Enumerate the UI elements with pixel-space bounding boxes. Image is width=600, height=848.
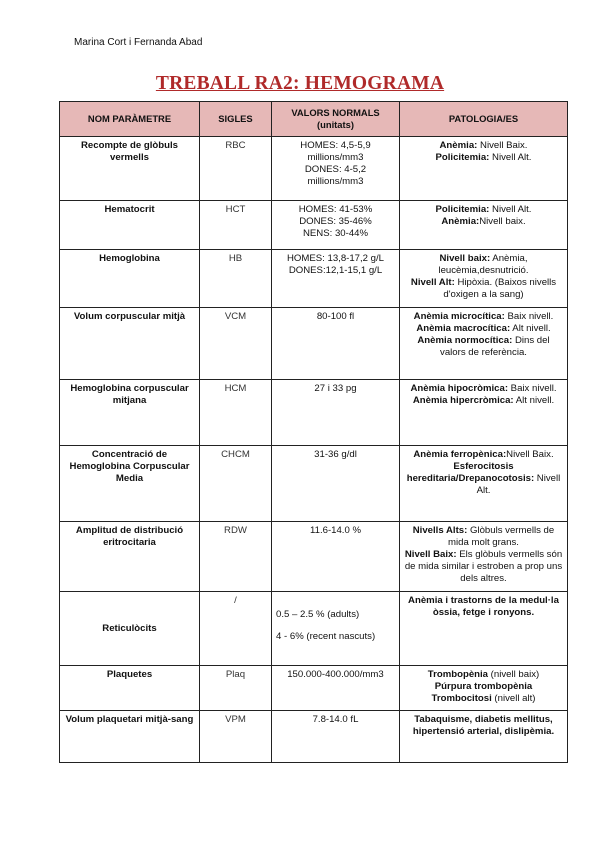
pathology-line	[404, 253, 563, 277]
pathology-term: Anèmia hipocròmica:	[410, 383, 509, 394]
header-nom: NOM PARÀMETRE	[60, 102, 200, 137]
pathology-term: Tabaquisme, diabetis mellitus, hipertensió arterial, dislipèmia.	[412, 714, 555, 737]
pathology-line	[404, 461, 563, 497]
pathology-line	[404, 669, 563, 681]
value-line: 4 - 6% (recent nascuts)	[276, 631, 376, 642]
parameter-pathology	[400, 308, 568, 380]
parameter-name: Amplitud de distribució eritrocitaria	[60, 522, 200, 592]
pathology-detail: (nivell baix)	[488, 669, 540, 680]
table-row	[60, 522, 568, 592]
parameter-values	[272, 201, 400, 250]
parameter-pathology	[400, 711, 568, 763]
pathology-line	[404, 311, 563, 323]
parameter-pathology	[400, 592, 568, 666]
parameter-values	[272, 446, 400, 522]
pathology-detail: Alt nivell.	[510, 323, 551, 334]
parameter-pathology	[400, 522, 568, 592]
value-line: 11.6-14.0 %	[309, 525, 362, 536]
pathology-line	[404, 152, 563, 164]
parameter-sigla: /	[200, 592, 272, 666]
parameter-name: Volum plaquetari mitjà-sang	[60, 711, 200, 763]
table-row	[60, 308, 568, 380]
table-row	[60, 666, 568, 711]
parameter-name: Reticulòcits	[60, 592, 200, 666]
pathology-term: Trombopènia	[427, 669, 489, 680]
parameter-sigla: CHCM	[200, 446, 272, 522]
header-sigles: SIGLES	[200, 102, 272, 137]
pathology-term: Nivells Alts:	[412, 525, 468, 536]
pathology-term: Anèmia hipercròmica:	[412, 395, 514, 406]
parameter-pathology	[400, 201, 568, 250]
pathology-detail: Baix nivell.	[508, 383, 557, 394]
value-line: DONES: 35-46%	[299, 216, 372, 227]
pathology-term: Policitemia:	[435, 204, 490, 215]
pathology-detail: (nivell alt)	[491, 693, 536, 704]
parameter-pathology	[400, 380, 568, 446]
value-line: DONES: 4-5,2 millions/mm3	[304, 164, 367, 187]
pathology-term: Púrpura trombopènia	[434, 681, 533, 692]
parameter-sigla: RDW	[200, 522, 272, 592]
pathology-detail: Hipòxia. (Baixos nivells d'oxigen a la sang)	[443, 277, 557, 300]
parameter-sigla: VCM	[200, 308, 272, 380]
pathology-term: Nivell Baix:	[404, 549, 457, 560]
table-row	[60, 446, 568, 522]
authors: Marina Cort i Fernanda Abad	[74, 37, 203, 48]
pathology-term: Anèmia i trastorns de la medul·la òssia, fetge i ronyons.	[408, 595, 559, 618]
parameter-name: Hematocrit	[60, 201, 200, 250]
pathology-detail: Alt nivell.	[513, 395, 555, 406]
parameter-name: Hemoglobina corpuscular mitjana	[60, 380, 200, 446]
parameter-name: Concentració de Hemoglobina Corpuscular Media	[60, 446, 200, 522]
parameter-name: Volum corpuscular mitjà	[60, 308, 200, 380]
pathology-detail: Nivell Alt.	[489, 152, 532, 163]
pathology-detail: Anèmia, leucèmia,desnutrició.	[438, 253, 529, 276]
table-row	[60, 201, 568, 250]
parameter-name: Plaquetes	[60, 666, 200, 711]
parameter-values	[272, 592, 400, 666]
table-row	[60, 592, 568, 666]
pathology-line	[404, 549, 563, 585]
parameter-sigla: HCT	[200, 201, 272, 250]
pathology-term: Anèmia normocítica:	[417, 335, 513, 346]
parameter-values	[272, 522, 400, 592]
hemograma-table	[59, 101, 568, 763]
value-line: HOMES: 41-53%	[298, 204, 373, 215]
page-title: TREBALL RA2: HEMOGRAMA	[155, 73, 445, 94]
table-header-row	[60, 102, 568, 137]
pathology-term: Policitemia:	[435, 152, 490, 163]
pathology-line	[404, 323, 563, 335]
parameter-values	[272, 666, 400, 711]
table-row	[60, 380, 568, 446]
parameter-pathology	[400, 250, 568, 308]
parameter-pathology	[400, 137, 568, 201]
pathology-line	[404, 681, 563, 693]
pathology-term: Esferocitosis hereditaria/Drepanocotosis:	[406, 461, 535, 484]
pathology-term: Nivell Alt:	[410, 277, 455, 288]
parameter-sigla: HCM	[200, 380, 272, 446]
value-line: NENS: 30-44%	[302, 228, 369, 239]
pathology-line	[404, 714, 563, 738]
parameter-pathology	[400, 446, 568, 522]
value-line: 27 i 33 pg	[314, 383, 357, 394]
parameter-values	[272, 711, 400, 763]
value-line: 80-100 fl	[316, 311, 355, 322]
parameter-pathology	[400, 666, 568, 711]
pathology-line	[404, 204, 563, 216]
pathology-term: Trombocitosi	[431, 693, 492, 704]
pathology-detail: Dins del valors de referència.	[440, 335, 550, 358]
table-row	[60, 250, 568, 308]
header-valors: VALORS NORMALS (unitats)	[272, 102, 400, 137]
value-line: 7.8-14.0 fL	[312, 714, 359, 725]
parameter-values	[272, 380, 400, 446]
pathology-line	[404, 525, 563, 549]
parameter-values	[272, 137, 400, 201]
pathology-line	[404, 335, 563, 359]
pathology-detail: Nivell baix.	[479, 216, 526, 227]
parameter-sigla: Plaq	[200, 666, 272, 711]
pathology-line	[404, 216, 563, 228]
pathology-line	[404, 595, 563, 619]
parameter-values	[272, 308, 400, 380]
table-row	[60, 711, 568, 763]
pathology-line	[404, 395, 563, 407]
parameter-name: Hemoglobina	[60, 250, 200, 308]
pathology-detail: Nivell Baix.	[477, 140, 528, 151]
pathology-line	[404, 277, 563, 301]
value-line: 31-36 g/dl	[314, 449, 357, 460]
pathology-detail: Nivell Baix.	[506, 449, 554, 460]
pathology-detail: Glòbuls vermells de mida molt grans.	[448, 525, 555, 548]
parameter-name: Recompte de glòbuls vermells	[60, 137, 200, 201]
pathology-term: Anèmia:	[441, 216, 480, 227]
pathology-line	[404, 693, 563, 705]
pathology-term: Anèmia macrocítica:	[416, 323, 511, 334]
value-line: DONES:12,1-15,1 g/L	[288, 265, 383, 276]
pathology-line	[404, 140, 563, 152]
pathology-line	[404, 449, 563, 461]
parameter-values	[272, 250, 400, 308]
pathology-term: Anèmia microcítica:	[413, 311, 505, 322]
pathology-term: Anèmia:	[439, 140, 478, 151]
pathology-detail: Els glòbuls vermells són de mida similar i estroben a prop uns dels altres.	[404, 549, 563, 584]
pathology-detail: Nivell Alt.	[489, 204, 532, 215]
value-line: HOMES: 4,5-5,9 millions/mm3	[300, 140, 371, 163]
pathology-term: Anèmia ferropènica:	[413, 449, 507, 460]
pathology-term: Nivell baix:	[439, 253, 491, 264]
parameter-sigla: RBC	[200, 137, 272, 201]
table-row	[60, 137, 568, 201]
header-patologia: PATOLOGIA/ES	[400, 102, 568, 137]
value-line: 150.000-400.000/mm3	[287, 669, 384, 680]
value-line: HOMES: 13,8-17,2 g/L	[286, 253, 385, 264]
value-line: 0.5 – 2.5 % (adults)	[276, 609, 360, 620]
pathology-line	[404, 383, 563, 395]
pathology-detail: Baix nivell.	[504, 311, 554, 322]
parameter-sigla: VPM	[200, 711, 272, 763]
parameter-sigla: HB	[200, 250, 272, 308]
pathology-detail: Nivell Alt.	[476, 473, 561, 496]
